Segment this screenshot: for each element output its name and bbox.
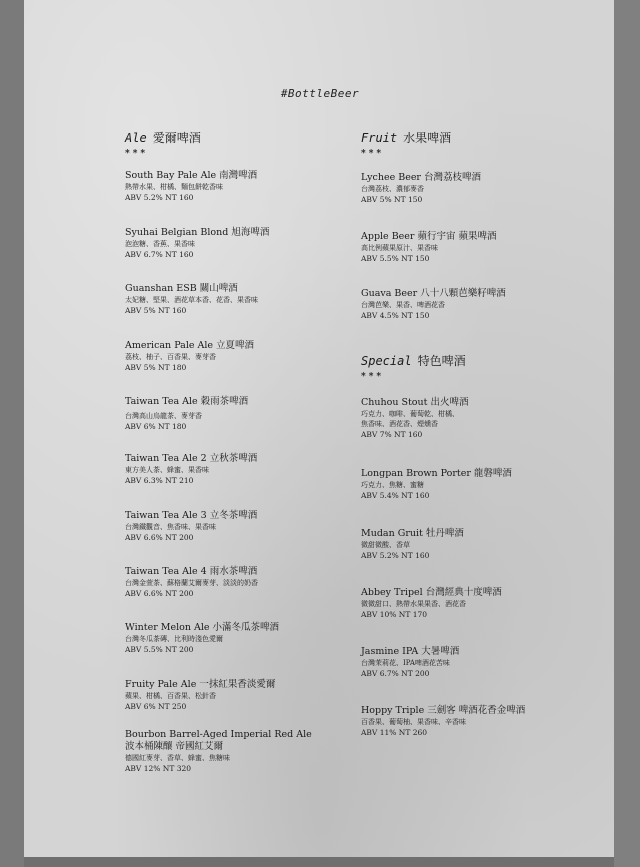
item-name: Chuhou Stout 出火啤酒 <box>361 397 469 408</box>
item-name: Bourbon Barrel-Aged Imperial Red Ale <box>125 729 312 740</box>
item-price: ABV 11% NT 260 <box>361 728 428 737</box>
item-desc: 焦香味、酒花香、煙燻香 <box>361 420 438 428</box>
item-price: ABV 6.7% NT 160 <box>125 250 194 259</box>
item-desc: 台灣高山烏龍茶、麥芽香 <box>125 412 202 420</box>
item-desc: 巧克力、焦糖、蜜糖 <box>361 481 424 489</box>
item-desc: 台灣茉莉花、IPA啤酒花苦味 <box>361 659 450 667</box>
item-desc: 蘋果、柑橘、百香果、松針香 <box>125 692 216 700</box>
menu-item <box>125 227 395 260</box>
item-name-zh: 波本桶陳釀 帝國紅艾爾 <box>125 741 224 752</box>
item-desc: 百香果、葡萄柚、果香味、辛香味 <box>361 718 466 726</box>
item-name: Winter Melon Ale 小滿冬瓜茶啤酒 <box>125 622 280 633</box>
item-desc: 台灣金萱茶、蘇格蘭艾爾麥芽、淡淡的奶香 <box>125 579 258 587</box>
item-name: Fruity Pale Ale 一抹紅果香淡愛爾 <box>125 679 276 690</box>
special-heading-en: Special <box>361 354 412 368</box>
menu-item <box>361 528 631 561</box>
item-name: Guanshan ESB 關山啤酒 <box>125 283 238 294</box>
menu-item <box>125 566 395 599</box>
item-desc: 微甜微酸、香草 <box>361 541 410 549</box>
item-name: Taiwan Tea Ale 3 立冬茶啤酒 <box>125 510 258 521</box>
item-name: Lychee Beer 台灣荔枝啤酒 <box>361 172 481 183</box>
menu-item <box>125 283 395 316</box>
page-title: #BottleBeer <box>280 87 360 100</box>
ale-heading <box>125 130 201 146</box>
menu-item <box>361 587 631 620</box>
ale-heading-zh: 愛爾啤酒 <box>152 131 201 145</box>
item-name: Taiwan Tea Ale 2 立秋茶啤酒 <box>125 453 258 464</box>
item-name: American Pale Ale 立夏啤酒 <box>125 340 255 351</box>
menu-item <box>125 453 395 486</box>
item-price: ABV 4.5% NT 150 <box>361 311 430 320</box>
ale-stars: *** <box>125 149 149 159</box>
special-stars: *** <box>361 372 385 382</box>
fruit-section <box>361 130 451 160</box>
left-frame <box>0 0 24 867</box>
menu-item <box>361 231 631 264</box>
item-desc: 台灣冬瓜茶磚、比利時淺色愛爾 <box>125 635 223 643</box>
item-name: Syuhai Belgian Blond 旭海啤酒 <box>125 227 270 238</box>
item-name: Apple Beer 蘋行宇宙 蘋果啤酒 <box>361 231 497 242</box>
item-desc: 巧克力、咖啡、葡萄乾、柑橘、 <box>361 410 459 418</box>
item-name: Mudan Gruit 牡丹啤酒 <box>361 528 464 539</box>
item-price: ABV 7% NT 160 <box>361 430 423 439</box>
item-name: South Bay Pale Ale 南灣啤酒 <box>125 170 258 181</box>
menu-item <box>361 397 631 440</box>
ale-heading-en: Ale <box>125 131 147 145</box>
item-desc: 泡泡糖、香蕉、果香味 <box>125 240 195 248</box>
fruit-heading-zh: 水果啤酒 <box>403 131 452 145</box>
menu-item <box>361 288 631 321</box>
menu-item <box>361 468 631 501</box>
menu-item <box>361 172 631 205</box>
item-price: ABV 6.3% NT 210 <box>125 476 194 485</box>
item-desc: 太妃糖、堅果、酒花草本香、花香、果香味 <box>125 296 258 304</box>
special-heading <box>361 353 466 369</box>
item-desc: 德國紅麥芽、香草、蜂蜜、焦糖味 <box>125 754 230 762</box>
item-desc: 荔枝、柚子、百香果、麥芽香 <box>125 353 216 361</box>
ale-section <box>125 130 201 160</box>
item-price: ABV 6.7% NT 200 <box>361 669 430 678</box>
item-name: Guava Beer 八十八顆芭樂籽啤酒 <box>361 288 506 299</box>
item-desc: 台灣荔枝、濃郁麥香 <box>361 185 424 193</box>
item-desc: 台灣鐵觀音、焦香味、果香味 <box>125 523 216 531</box>
item-price: ABV 6.6% NT 200 <box>125 533 194 542</box>
item-price: ABV 5% NT 160 <box>125 306 187 315</box>
menu-item <box>125 622 395 655</box>
item-name: Taiwan Tea Ale 穀雨茶啤酒 <box>125 396 249 407</box>
item-price: ABV 5% NT 150 <box>361 195 423 204</box>
fruit-heading <box>361 130 451 146</box>
menu-item <box>125 729 395 774</box>
item-desc: 東方美人茶、蜂蜜、果香味 <box>125 466 209 474</box>
item-price: ABV 5.2% NT 160 <box>361 551 430 560</box>
item-price: ABV 5.5% NT 150 <box>361 254 430 263</box>
menu-item <box>125 340 395 373</box>
item-price: ABV 6% NT 180 <box>125 422 187 431</box>
menu-item <box>125 679 395 712</box>
item-name: Hoppy Triple 三劍客 啤酒花香金啤酒 <box>361 705 526 716</box>
item-name: Longpan Brown Porter 龍磐啤酒 <box>361 468 512 479</box>
bottom-frame <box>24 857 614 867</box>
item-desc: 微微甜口、熱帶水果果香、酒花香 <box>361 600 466 608</box>
item-price: ABV 5.5% NT 200 <box>125 645 194 654</box>
menu-item <box>125 396 395 432</box>
item-price: ABV 5% NT 180 <box>125 363 187 372</box>
item-price: ABV 5.2% NT 160 <box>125 193 194 202</box>
item-name: Abbey Tripel 台灣經典十度啤酒 <box>361 587 502 598</box>
item-desc: 高比例蘋果原汁、果香味 <box>361 244 438 252</box>
item-name: Taiwan Tea Ale 4 雨水茶啤酒 <box>125 566 258 577</box>
menu-item <box>361 705 631 738</box>
item-desc: 台灣芭樂、果香、啤酒花香 <box>361 301 445 309</box>
special-heading-zh: 特色啤酒 <box>417 354 466 368</box>
menu-item <box>361 646 631 679</box>
item-price: ABV 10% NT 170 <box>361 610 428 619</box>
menu-item <box>125 170 395 203</box>
fruit-stars: *** <box>361 149 385 159</box>
fruit-heading-en: Fruit <box>361 131 398 145</box>
special-section <box>361 353 466 383</box>
item-name: Jasmine IPA 大暑啤酒 <box>361 646 460 657</box>
item-desc: 熱帶水果、柑橘、麵包餅乾香味 <box>125 183 223 191</box>
item-price: ABV 5.4% NT 160 <box>361 491 430 500</box>
item-price: ABV 6.6% NT 200 <box>125 589 194 598</box>
item-price: ABV 12% NT 320 <box>125 764 192 773</box>
item-price: ABV 6% NT 250 <box>125 702 187 711</box>
menu-item <box>125 510 395 543</box>
